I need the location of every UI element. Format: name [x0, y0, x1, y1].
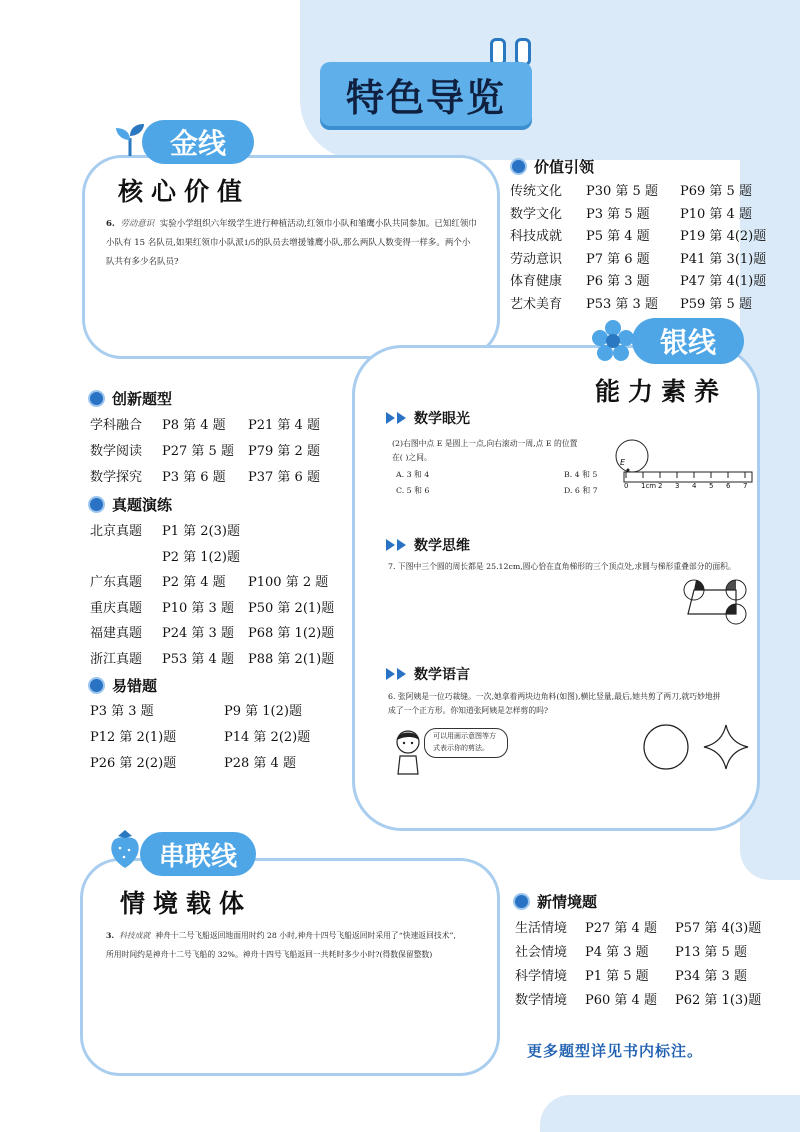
math-language-heading: 数学语言 — [386, 664, 470, 684]
fraction: 1/5 — [243, 239, 256, 247]
ruler-tick-label: 6 — [726, 482, 731, 490]
page-ref: P34 第 3 题 — [675, 969, 747, 984]
background-wash-bottom — [540, 1095, 800, 1132]
category-name: 数学文化 — [510, 206, 563, 222]
page-ref: P5 第 4 题 — [586, 229, 650, 244]
circle-and-star-figure — [640, 722, 752, 772]
category-name: 重庆真题 — [90, 600, 143, 616]
page-ref: P7 第 6 题 — [586, 251, 650, 267]
category-name: 北京真题 — [90, 524, 143, 539]
bubble-text: 可以用画示意图等方 式表示你的剪法。 — [433, 732, 496, 752]
math-language-question: 6. 张阿姨是一位巧裁缝。一次,她拿着两块边角料(如图),横比竖量,最后,她共剪了两刀,就巧妙地拼 成了一个正方形。你知道张阿姨是怎样剪的吗? — [388, 692, 721, 715]
ruler-tick-label: 1cm — [641, 482, 657, 490]
category-name: 数学探究 — [90, 470, 143, 485]
page-ref: P28 第 4 题 — [224, 756, 296, 771]
category-name: 学科融合 — [90, 418, 143, 433]
bullet-icon — [88, 496, 105, 513]
option-d: D. 6 和 7 — [564, 486, 598, 495]
page-ref: P26 第 2(2)题 — [90, 756, 177, 771]
page-ref: P57 第 4(3)题 — [675, 921, 762, 936]
series-subtitle: 情境载体 — [120, 889, 253, 918]
page-ref: P2 第 1(2)题 — [162, 549, 240, 565]
category-name: 数学阅读 — [90, 444, 143, 459]
category-name: 广东真题 — [90, 575, 143, 590]
page-ref: P1 第 2(3)题 — [162, 524, 240, 539]
page-ref: P27 第 5 题 — [162, 444, 234, 459]
page-ref: P14 第 2(2)题 — [224, 730, 311, 745]
series-question: 3. 科技成就 神舟十二号飞船返回地面用时约 28 小时,神舟十四号飞船返回时采用了“快速返回技术”, 所用时间约是神舟十二号飞船的 32%。神舟十四号飞船返回一共耗时多少小时?(得数保留整数) — [106, 931, 456, 959]
page-ref: P3 第 5 题 — [586, 206, 650, 222]
series-line-label: 串联线 — [140, 832, 256, 876]
arrow-icon — [397, 539, 406, 551]
footer-note: 更多题型详见书内标注。 — [527, 1042, 704, 1060]
arrow-icon — [386, 539, 395, 551]
error-prone-heading: 易错题 — [88, 675, 157, 696]
category-name: 体育健康 — [510, 274, 563, 289]
ruler-tick-label: 0 — [624, 482, 629, 490]
page-ref: P1 第 5 题 — [585, 969, 649, 984]
page-ref: P3 第 3 题 — [90, 704, 154, 719]
page-ref: P19 第 4(2)题 — [680, 229, 767, 244]
question-tag: 科技成就 — [119, 931, 151, 940]
page-ref: P3 第 6 题 — [162, 470, 226, 485]
page-ref: P62 第 1(3)题 — [675, 993, 762, 1008]
ruler-tick-label: 3 — [675, 482, 680, 490]
category-name: 传统文化 — [510, 184, 563, 199]
page-title: 特色导览 — [345, 75, 506, 120]
category-name: 劳动意识 — [510, 251, 563, 267]
page-ref: P10 第 3 题 — [162, 600, 234, 616]
page-ref: P27 第 4 题 — [585, 921, 657, 936]
ruler-tick-label: 7 — [743, 482, 748, 490]
math-thinking-heading: 数学思维 — [386, 535, 470, 555]
page-ref: P100 第 2 题 — [248, 575, 329, 590]
page-ref: P59 第 5 题 — [680, 296, 752, 312]
page-ref: P6 第 3 题 — [586, 274, 650, 289]
bullet-icon — [513, 893, 530, 910]
page-ref: P68 第 1(2)题 — [248, 626, 335, 641]
category-name: 生活情境 — [515, 921, 568, 936]
option-a: A. 3 和 4 — [396, 470, 430, 479]
value-guide-heading: 价值引领 — [510, 156, 594, 177]
page-ref: P10 第 4 题 — [680, 206, 752, 222]
page-ref: P8 第 4 题 — [162, 418, 226, 433]
gold-question: 6. 劳动意识 实验小学组织六年级学生进行种植活动,红领巾小队和雏鹰小队共同参加。已知红领巾 小队有 15 名队员,如果红领巾小队派1/5的队员去增援雏鹰小队,那么两队人数变得一样多。两个小 队共有多少名队员? — [106, 219, 477, 267]
strawberry-icon — [106, 828, 144, 870]
ruler-tick-label: 4 — [692, 482, 697, 490]
page-ref: P30 第 5 题 — [586, 184, 658, 199]
arrow-icon — [386, 412, 395, 424]
page-ref: P41 第 3(1)题 — [680, 251, 767, 267]
page-ref: P53 第 4 题 — [162, 651, 234, 667]
math-thinking-question: 7. 下图中三个圆的周长都是 25.12cm,圆心恰在直角梯形的三个顶点处,求圆与梯形重叠部分的面积。 — [388, 562, 736, 571]
category-name: 福建真题 — [90, 626, 143, 641]
arrow-icon — [397, 412, 406, 424]
innovation-heading: 创新题型 — [88, 388, 172, 409]
bullet-icon — [88, 677, 105, 694]
category-name: 社会情境 — [515, 945, 568, 960]
math-eye-heading: 数学眼光 — [386, 408, 470, 428]
page-ref: P88 第 2(1)题 — [248, 651, 335, 667]
trapezoid-circles-figure — [680, 578, 750, 628]
page-ref: P21 第 4 题 — [248, 418, 320, 433]
page-ref: P24 第 3 题 — [162, 626, 234, 641]
option-b: B. 4 和 5 — [564, 470, 598, 479]
page-ref: P9 第 1(2)题 — [224, 704, 302, 719]
category-name: 科学情境 — [515, 969, 568, 984]
category-name: 艺术美育 — [510, 296, 563, 312]
question-tag: 劳动意识 — [120, 219, 155, 229]
page-ref: P60 第 4 题 — [585, 993, 657, 1008]
new-context-heading: 新情境题 — [513, 891, 597, 912]
real-exam-heading: 真题演练 — [88, 494, 172, 515]
page-ref: P13 第 5 题 — [675, 945, 747, 960]
ruler-tick-label: 2 — [658, 482, 663, 490]
category-name: 数学情境 — [515, 993, 568, 1008]
gold-line-label: 金线 — [142, 120, 254, 164]
option-c: C. 5 和 6 — [396, 486, 430, 495]
gold-subtitle: 核心价值 — [118, 177, 251, 206]
arrow-icon — [386, 668, 395, 680]
speech-bubble — [424, 728, 508, 758]
category-name: 浙江真题 — [90, 651, 143, 667]
page-title-banner — [320, 62, 532, 126]
circle-on-ruler-figure — [610, 432, 760, 494]
page-ref: P37 第 6 题 — [248, 470, 320, 485]
page-ref: P50 第 2(1)题 — [248, 600, 335, 616]
point-e-label: E — [620, 458, 626, 467]
flower-icon — [590, 318, 636, 364]
page-ref: P79 第 2 题 — [248, 444, 320, 459]
page-ref: P12 第 2(1)题 — [90, 730, 177, 745]
bullet-icon — [88, 390, 105, 407]
page-ref: P2 第 4 题 — [162, 575, 226, 590]
ruler-tick-label: 5 — [709, 482, 714, 490]
math-eye-question: (2)右图中点 E 是圆上一点,向右滚动一周,点 E 的位置 在( )之间。 — [392, 439, 578, 462]
category-name: 科技成就 — [510, 229, 563, 244]
question-number: 6. — [106, 219, 115, 229]
question-number: 3. — [106, 931, 115, 940]
silver-subtitle: 能力素养 — [595, 377, 728, 406]
girl-thinking-icon — [390, 728, 426, 776]
page-ref: P4 第 3 题 — [585, 945, 649, 960]
arrow-icon — [397, 668, 406, 680]
page-ref: P69 第 5 题 — [680, 184, 752, 199]
page-ref: P53 第 3 题 — [586, 296, 658, 312]
bullet-icon — [510, 158, 527, 175]
page-ref: P47 第 4(1)题 — [680, 274, 767, 289]
silver-line-label: 银线 — [632, 318, 744, 364]
